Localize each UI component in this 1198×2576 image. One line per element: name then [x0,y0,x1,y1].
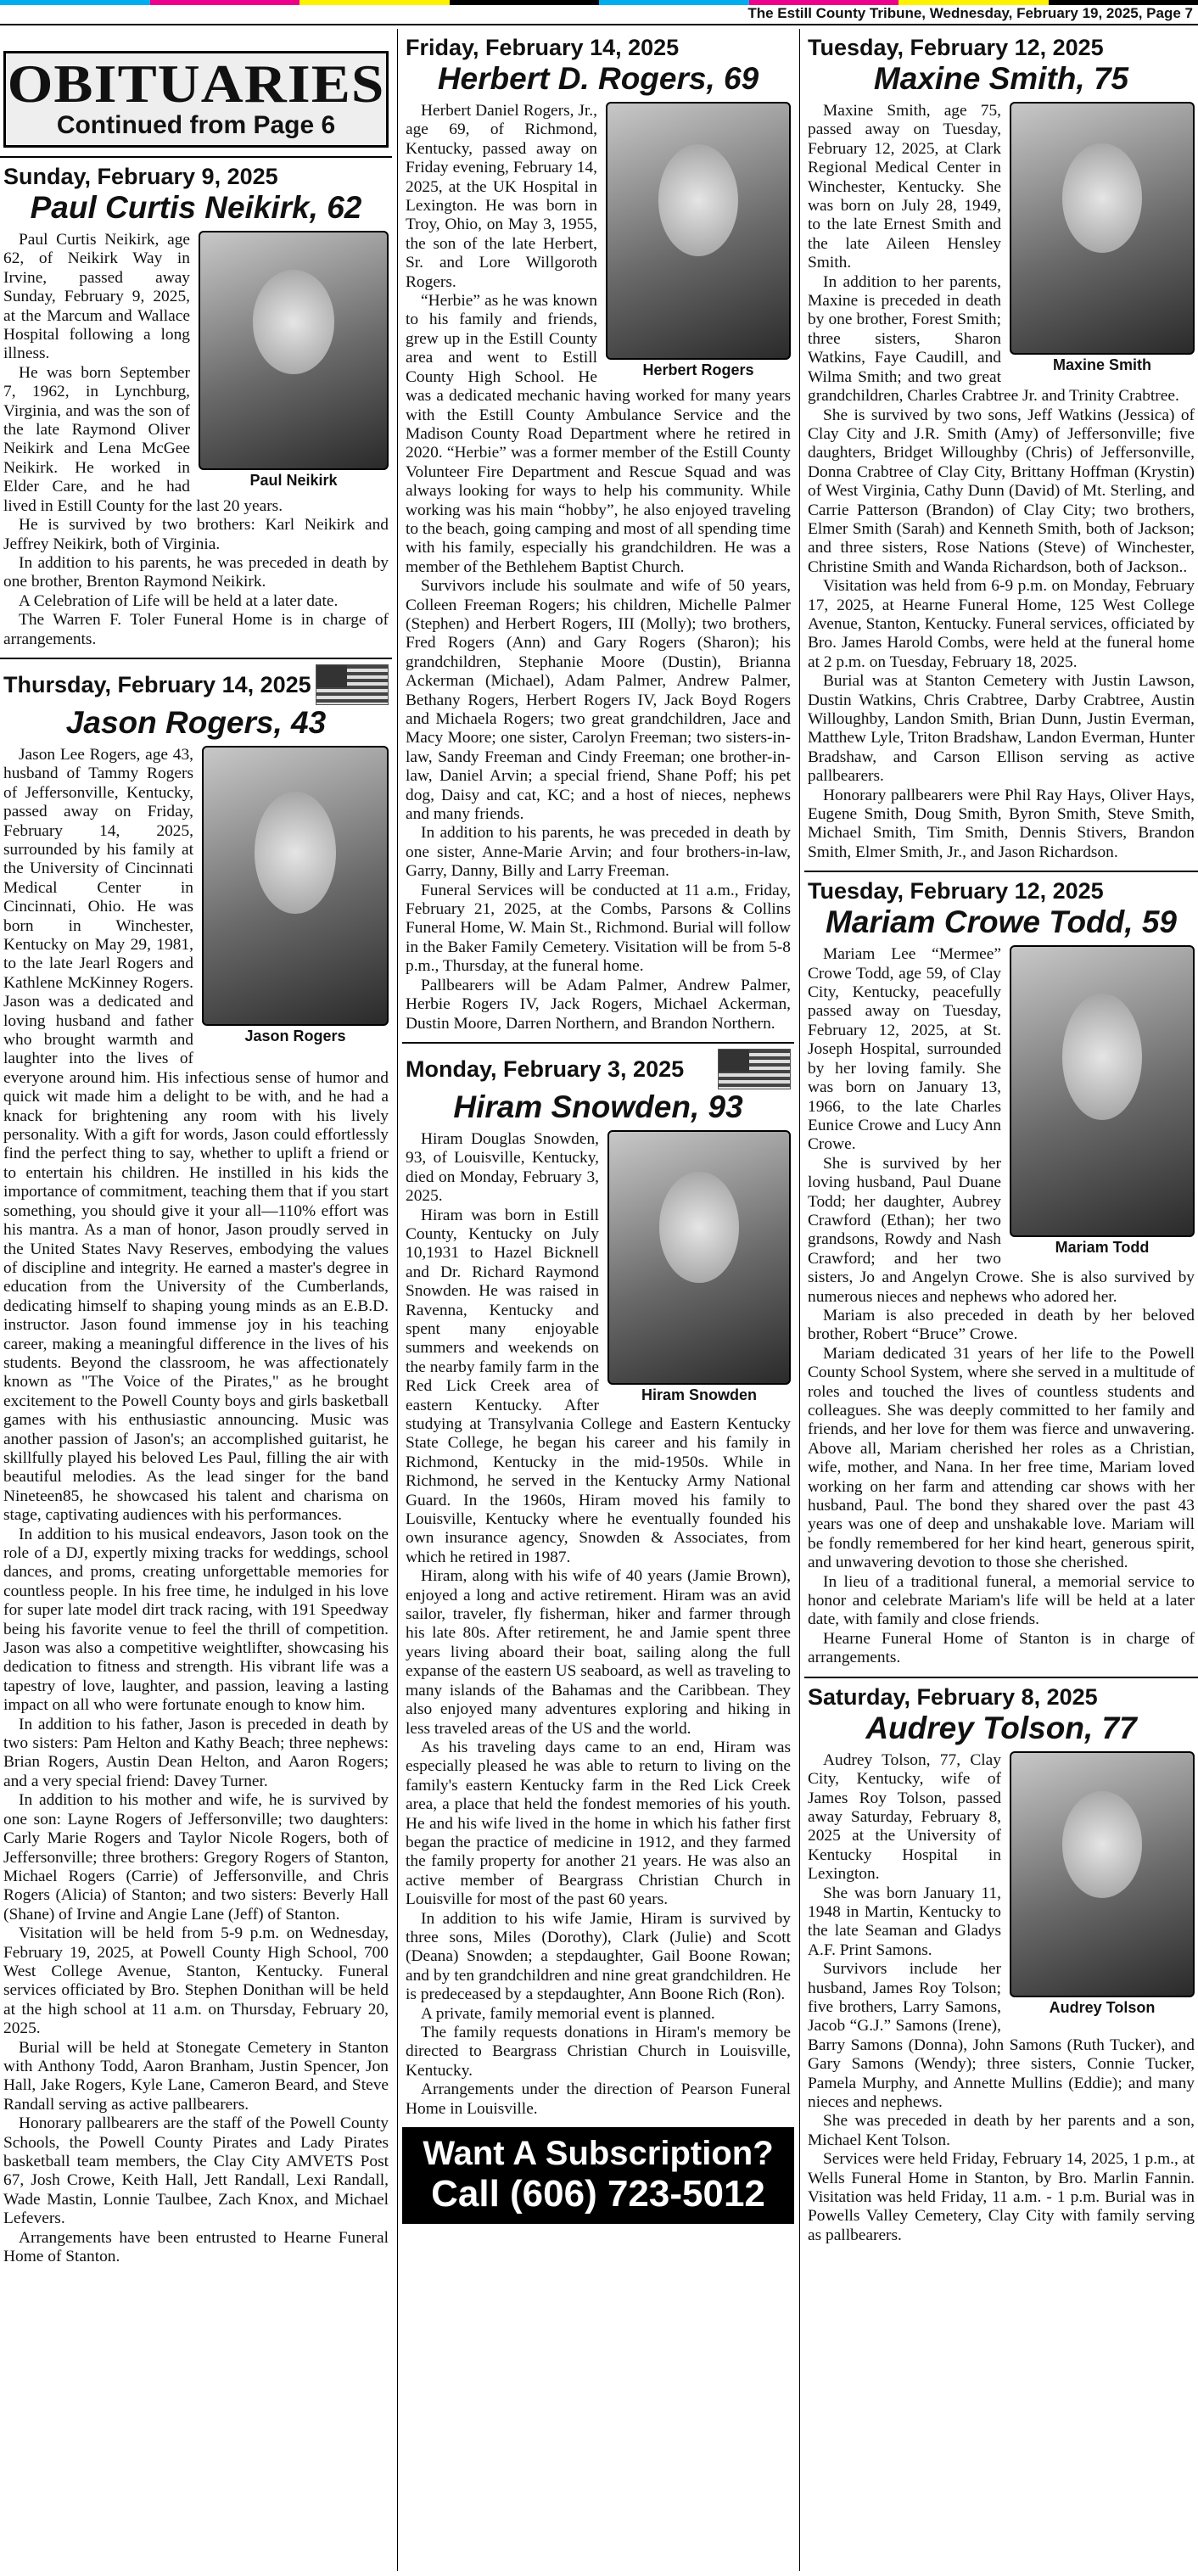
obituary-date: Tuesday, February 12, 2025 [808,35,1104,60]
obituary-audrey-tolson [804,1677,1198,2249]
obituary-date: Friday, February 14, 2025 [406,35,680,60]
paragraph: In lieu of a traditional funeral, a memorial service to honor and celebrate Mariam's life will be held at a later date, with family and close friends. [808,1572,1195,1629]
paragraph: She was preceded in death by her parents and a son, Michael Kent Tolson. [808,2112,1195,2149]
obituary-text [3,746,389,2267]
paragraph: Hiram Douglas Snowden, 93, of Louisville, Kentucky, died on Monday, February 3, 2025. [406,1129,599,1206]
paragraph: In addition to his father, Jason is preceded in death by two sisters: Pam Helton and Kathy Beach; three nephews: Brian Rogers, Austin Dean Helton, and Aaron Rogers; and a very special friend: Davey Turner. [3,1715,389,1790]
portrait [1010,1751,1195,2018]
paragraph: The family requests donations in Hiram's memory be directed to Beargrass Christian Church in Louisville, Kentucky. [406,2024,791,2080]
paragraph: Hiram was born in Estill County, Kentucky on July 10,1931 to Hazel Bicknell and Dr. Richard Raymond Snowden. He was raised in Ravenna, Kentucky and spent many enjoyable summers and weekends on the nearby family farm in the Red Lick Creek area of eastern Kentucky. After studying at Transylvania College and Eastern Kentucky State College, he began his career and his family in Richmond, Kentucky in the mid-1950s. While in Richmond, he served in the Kentucky Army National Guard. In the 1960s, Hiram moved his family to Louisville, Kentucky where he eventually founded his own insurance agency, Snowden & Associates, from which he retired in 1987. [406,1206,791,1566]
photo-caption: Mariam Todd [1055,1239,1150,1257]
photo-caption: Audrey Tolson [1049,1998,1156,2016]
subscription-headline: Want A Subscription? [423,2135,774,2173]
paragraph: Arrangements have been entrusted to Hearne Funeral Home of Stanton. [3,2228,389,2266]
paragraph: Hiram, along with his wife of 40 years (Jamie Brown), enjoyed a long and active retirement. Hiram was an avid sailor, traveler, fly fisherman, hiker and farmer through his late 80s. After retirement, he and Jamie spent three years living aboard their boat, sailing along the full expanse of the eastern US seaboard, as well as traveling to many islands of the Bahamas and the Caribbean. They also enjoyed many adventures exploring and hiking in less traveled areas of the US and the world. [406,1567,791,1738]
paragraph: Paul Curtis Neikirk, age 62, of Neikirk Way in Irvine, passed away Sunday, February 9, 2025, at the Marcum and Wallace Hospital following a long illness. [3,231,190,363]
paragraph: In addition to his parents, he was preceded in death by one sister, Anne-Marie Arvin; and four brothers-in-law, Garry, Danny, Billy and Larry Freeman. [406,824,791,881]
obituary-herbert-rogers [402,29,794,1037]
obituary-text [406,102,791,1033]
subscription-phone: Call (606) 723-5012 [431,2173,765,2215]
portrait [1010,945,1195,1257]
paragraph: In addition to her parents, Maxine is preceded in death by one brother, Forest Smith; three sisters, Sharon Watkins, Faye Caudill, and Wilma Smith; and two great grandchildren, Charles Crabtree Jr. and Trinity Crabtree. [808,272,1179,406]
masthead-rule [0,24,1198,25]
page-masthead: The Estill County Tribune, Wednesday, February 19, 2025, Page 7 [747,5,1193,21]
paragraph: Jason Lee Rogers, age 43, husband of Tammy Rogers of Jeffersonville, Kentucky, passed away on Friday, February 14, 2025, surrounded by his family at the University of Cincinnati Medical Center in Cincinnati, Ohio. He was born in Winchester, Kentucky on May 29, 1981, to the late Jearl Rogers and Kathlene McKinney Rogers. Jason was a dedicated and loving husband and father who brought warmth and laughter into the lives of everyone around him. His infectious sense of humor and quick wit made him a delight to be with, and he had a knack for brightening any room with his lively personality. With a gift for words, Jason could effortlessly find the perfect thing to say, whether to uplift a friend or to entertain his children. He instilled in his kids the importance of commitment, teaching them that if you start something, you should give it your all—110% effort was his mantra. As a man of honor, Jason proudly served in the United States Navy Reserves, embodying the values of discipline and integrity. He earned a master's degree in education from the University of the Cumberlands, dedicating himself to shaping young minds as an E.B.D. instructor. Jason found immense joy in his teaching career, making a meaningful difference in the lives of his students. Beyond the classroom, he was affectionately known as "The Voice of the Pirates," as he brought excitement to the Powell County boys and girls basketball games with his enthusiastic announcing. Music was another passion of Jason's; an accomplished guitarist, he skillfully played his beloved Les Paul, filling the air with beautiful melodies. As the lead singer for the band Nineteen85, he showcased his talent and charisma on stage, captivating audiences with his performances. [3,745,389,1525]
obituary-maxine-smith [804,29,1198,865]
paragraph: Visitation was held from 6-9 p.m. on Monday, February 17, 2025, at Hearne Funeral Home, 125 West College Avenue, Stanton, Kentucky. Funeral services, officiated by Bro. James Harold Combs, were held at the funeral home at 2 p.m. on Tuesday, February 18, 2025. [808,577,1195,671]
portrait-photo [1010,945,1195,1237]
photo-caption: Jason Rogers [244,1027,346,1044]
paragraph: She was born January 11, 1948 in Martin, Kentucky to the late Seaman and Gladys A.F. Print Samons. [808,1884,1001,1959]
continued-note: Continued from Page 6 [56,111,336,139]
portrait-photo [199,231,389,470]
portrait [606,102,791,380]
photo-caption: Herbert Rogers [642,361,754,378]
paragraph: Services were held Friday, February 14, 2025, 1 p.m., at Wells Funeral Home in Stanton, by Bro. Marlin Fannin. Visitation was held Friday, 11 a.m. - 1 p.m. Burial was in Powells Valley Cemetery, Clay City with family serving as pallbearers. [808,2150,1195,2244]
subscription-ad [402,2127,794,2224]
obituary-hiram-snowden [402,1042,794,2122]
portrait-photo [607,1130,791,1385]
portrait-photo [1010,1751,1195,1997]
portrait [202,746,389,1046]
obituary-name: Paul Curtis Neikirk, 62 [30,190,362,225]
obituary-text [808,945,1195,1667]
american-flag-icon [316,664,389,705]
paragraph: Mariam is also preceded in death by her beloved brother, Robert “Bruce” Crowe. [808,1306,1195,1344]
obituary-name: Audrey Tolson, 77 [865,1710,1137,1745]
portrait-photo [606,102,791,360]
obituary-name: Herbert D. Rogers, 69 [437,61,759,96]
portrait-photo [202,746,389,1026]
paragraph: Burial will be held at Stonegate Cemetery in Stanton with Anthony Todd, Aaron Branham, Justin Spencer, Jon Hall, Jake Rogers, Kyle Lane, Cameron Beard, and Steve Randall serving as active pallbearers. [3,2038,389,2114]
obituary-date: Tuesday, February 12, 2025 [808,878,1104,904]
paragraph: Herbert Daniel Rogers, Jr., age 69, of Richmond, Kentucky, passed away on Friday evening, February 14, 2025, at the UK Hospital in Lexington. He was born in Troy, Ohio, on May 3, 1955, the son of the late Herbert, Sr. and Lore Willgoroth Rogers. [406,102,597,291]
column-divider [799,29,800,2571]
photo-caption: Hiram Snowden [641,1386,758,1403]
paragraph: “Herbie” as he was known to his family and friends, grew up in the Estill County area and went to Estill County High School. He was a dedicated mechanic having worked for many years with the Estill County Ambulance Service and the Madison County Road Department where he retired in 2020. “Herbie” was a former member of the Estill County Volunteer Fire Department and Rescue Squad and was always looking for ways to help his community. While working was his main “hobby”, he also enjoyed traveling to the beach, going camping and most of all spending time with his family, especially his grandchildren. He was a member of the Bethlehem Baptist Church. [406,292,791,576]
paragraph: Pallbearers will be Adam Palmer, Andrew Palmer, Herbie Rogers IV, Jack Rogers, Michael Ackerman, Dustin Moore, Darren Northern, and Brandon Northern. [406,976,791,1033]
paragraph: Visitation will be held from 5-9 p.m. on Wednesday, February 19, 2025, at Powell County High School, 700 West College Avenue, Stanton, Kentucky. Funeral services officiated by Bro. Stephen Donithan will be held at the high school at 11 a.m. on Thursday, February 20, 2025. [3,1924,389,2038]
paragraph: Burial was at Stanton Cemetery with Justin Lawson, Dustin Watkins, Chris Crabtree, Darby Crabtree, Austin Willoughby, Landon Smith, Brian Dunn, Justin Everman, Matthew Lyle, Triton Bradshaw, Landon Everman, Hunter Bradshaw, and Carson Ellison serving as active pallbearers. [808,672,1195,786]
column-middle [402,29,794,2571]
photo-caption: Paul Neikirk [249,472,338,489]
paragraph: Arrangements under the direction of Pearson Funeral Home in Louisville. [406,2080,791,2118]
obituary-date: Thursday, February 14, 2025 [3,671,311,697]
obituary-name: Mariam Crowe Todd, 59 [826,904,1177,940]
obituary-date: Monday, February 3, 2025 [406,1056,685,1082]
portrait [199,231,389,490]
section-title: OBITUARIES [7,53,385,114]
paragraph: Funeral Services will be conducted at 11 a.m., Friday, February 21, 2025, at the Combs, Parsons & Collins Funeral Home, W. Main St., Richmond. Burial will follow in the Baker Family Cemetery. Visitation will be from 5-8 p.m., Thursday, at the funeral home. [406,881,791,976]
obituary-name: Jason Rogers, 43 [65,704,327,740]
paragraph: Maxine Smith, age 75, passed away on Tuesday, February 12, 2025, at Clark Regional Medical Center in Winchester, Kentucky. She was born on July 28, 1949, to the late Ernest Smith and the late Aileen Hensley Smith. [808,102,1001,272]
paragraph: A Celebration of Life will be held at a later date. [19,591,339,610]
portrait-photo [1010,102,1195,355]
column-right [804,29,1198,2571]
paragraph: He is survived by two brothers: Karl Neikirk and Jeffrey Neikirk, both of Virginia. [3,516,389,553]
paragraph: Honorary pallbearers are the staff of the Powell County Schools, the Powell County Pirates and Lady Pirates basketball team members, the Clay City AMVETS Post 67, Josh Crowe, Keith Hall, Jett Randall, Lexi Randall, Wade Mastin, Lonnie Taulbee, Zach Knox, and Michael Lefevers. [3,2114,389,2228]
obituary-date: Saturday, February 8, 2025 [808,1683,1098,1710]
paragraph: She is survived by her loving husband, Paul Duane Todd; her daughter, Aubrey Crawford (Ethan); her two grandsons, Rowdy and Nash Crawford; and her two sisters, Jo and Angelyn Crowe. She is also survived by numerous nieces and nephews who adored her. [808,1154,1195,1306]
column-left [0,29,392,2571]
paragraph: Survivors include his soulmate and wife of 50 years, Colleen Freeman Rogers; his children, Michelle Palmer (Stephen) and Herbert Rogers, III (Molly); two brothers, Fred Rogers (Ann) and Gary Rogers (Sharon); his grandchildren, Stephanie Moore (Dustin), Brianna Ackerman (Michael), Adam Palmer, Andrew Palmer, Bethany Rogers, Herbert Rogers IV, Jack Boyd Rogers and Michaela Rogers; two great grandchildren, Jace and Macy Moore; one sister, Carolyn Freeman; two sisters-in-law, Sandy Freeman and Cindy Freeman; one brother-in-law, Daniel Arvin; a special friend, Shane Poff; his pet dog, Daisy and cat, KC; and a host of nieces, nephews and many friends. [406,577,791,824]
paragraph: In addition to his parents, he was preceded in death by one brother, Brenton Raymond Neikirk. [3,553,389,591]
portrait [1010,102,1195,375]
obituary-text [808,102,1195,862]
american-flag-icon [718,1049,791,1089]
obituary-text [406,1130,791,2119]
obituary-date: Sunday, February 9, 2025 [3,164,278,189]
obituary-text [3,231,389,649]
obituary-name: Hiram Snowden, 93 [453,1089,743,1124]
paragraph: Hearne Funeral Home of Stanton is in charge of arrangements. [808,1629,1195,1667]
paragraph: Mariam Lee “Mermee” Crowe Todd, age 59, of Clay City, Kentucky, peacefully passed away on Tuesday, February 12, 2025, at St. Joseph Hospital, surrounded by her loving family. She was born on January 13, 1966, to the late Charles Eunice Crowe and Lucy Ann Crowe. [808,945,1001,1154]
portrait [607,1130,791,1405]
paragraph: Survivors include her husband, James Roy Tolson; five brothers, Larry Samons, Jacob “G.J.” Samons (Irene), Barry Samons (Donna), John Samons (Ruth Tucker), and Gary Samons (Wendy); three sisters, Connie Tucker, Pamela Murphy, and Annette Mullins (Eddie); and many nieces and nephews. [808,1960,1195,2111]
column-divider [397,29,398,2571]
obituary-jason-rogers [0,658,392,2271]
paragraph: She is survived by two sons, Jeff Watkins (Jessica) of Clay City and J.R. Smith (Amy) of Jeffersonville; five daughters, Bridget Willoughby (Chris) of Jeffersonville, Donna Crabtree of Clay City, Brittany Hoffman (Krystin) of West Virginia, Cathy Dunn (David) of Mt. Sterling, and Carrie Patterson (Brandon) of Clay City; two brothers, Elmer Smith (Sarah) and Kenneth Smith, both of Jackson; and three sisters, Rose Nations (Steve) of Winchester, Christine Smith and Wanda Richardson, both of Jackson.. [808,406,1195,576]
paragraph: In addition to his musical endeavors, Jason took on the role of a DJ, expertly mixing tracks for weddings, school dances, and proms, creating unforgettable memories for countless people. In his free time, he indulged in his love for super late model dirt track racing, with 191 Speedway being his favorite venue to feel the thrill of competition. Jason was also a competitive weightlifter, showcasing his dedication to fitness and strength. His vibrant life was a tapestry of love, laughter, and passion, leaving a lasting impact on all who were fortunate enough to know him. [3,1525,389,1715]
paragraph: A private, family memorial event is planned. [421,2004,715,2023]
obituaries-banner [3,51,389,148]
paragraph: In addition to his wife Jamie, Hiram is survived by three sons, Miles (Dorothy), Clark (Julie) and Scott (Deana) Snowden; a stepdaughter, Gail Boone Rowan; and by ten grandchildren and nine great grandchildren. He is predeceased by a stepdaughter, Ann Boone Rich (Ron). [406,1909,791,2004]
obituary-text [808,1751,1195,2246]
photo-caption: Maxine Smith [1052,356,1152,373]
obituary-name: Maxine Smith, 75 [873,61,1129,96]
paragraph: Honorary pallbearers were Phil Ray Hays, Oliver Hays, Eugene Smith, Doug Smith, Byron Smith, Steve Smith, Michael Smith, Tim Smith, Dennis Stivers, Brandon Smith, Elmer Smith, Jr., and Jason Richardson. [808,786,1195,861]
paragraph: The Warren F. Toler Funeral Home is in charge of arrangements. [3,611,389,648]
obituary-neikirk [0,156,392,652]
paragraph: In addition to his mother and wife, he is survived by one son: Layne Rogers of Jeffersonville; two daughters: Carly Marie Rogers and Taylor Nicole Rogers, both of Jeffersonville; three brothers: Gregory Rogers of Stanton, Michael Rogers (Carrie) of Jeffersonville, and Chris Rogers (Alicia) of Stanton; and two sisters: Beverly Hall (Shane) of Irvine and Angie Lane (Jeff) of Stanton. [3,1791,389,1924]
paragraph: Audrey Tolson, 77, Clay City, Kentucky, wife of James Roy Tolson, passed away Saturday, February 8, 2025 at the University of Kentucky Hospital in Lexington. [808,1750,1001,1884]
paragraph: He was born September 7, 1962, in Lynchburg, Virginia, and was the son of the late Raymond Oliver Neikirk and Lena McGee Neikirk. He worked in Elder Care, and he had lived in Estill County for the last 20 years. [3,363,283,515]
paragraph: As his traveling days came to an end, Hiram was especially pleased he was able to return to living on the family's eastern Kentucky farm in the Red Lick Creek area, a place that held the fondest memories of his youth. He and his wife lived in the home in which his father first began the practice of medicine in 1912, and they farmed the family property for another 21 years. He was also an active member of Beargrass Christian Church in Louisville for most of the past 60 years. [406,1738,791,1909]
obituary-mariam-todd [804,871,1198,1671]
paragraph: Mariam dedicated 31 years of her life to the Powell County School System, where she served in a multitude of roles and touched the lives of countless students and colleagues. She was deeply committed to her family and friends, and her love for them was fierce and unwavering. Above all, Mariam cherished her roles as a Christian, wife, mother, and Nana. In her free time, Mariam loved working on her farm and attending car shows with her husband, Paul. The bond they shared over the past 43 years was one of deep and unshakable love. Mariam will be fondly remembered for her kind heart, generous spirit, and unwavering devotion to those she cherished. [808,1344,1195,1572]
